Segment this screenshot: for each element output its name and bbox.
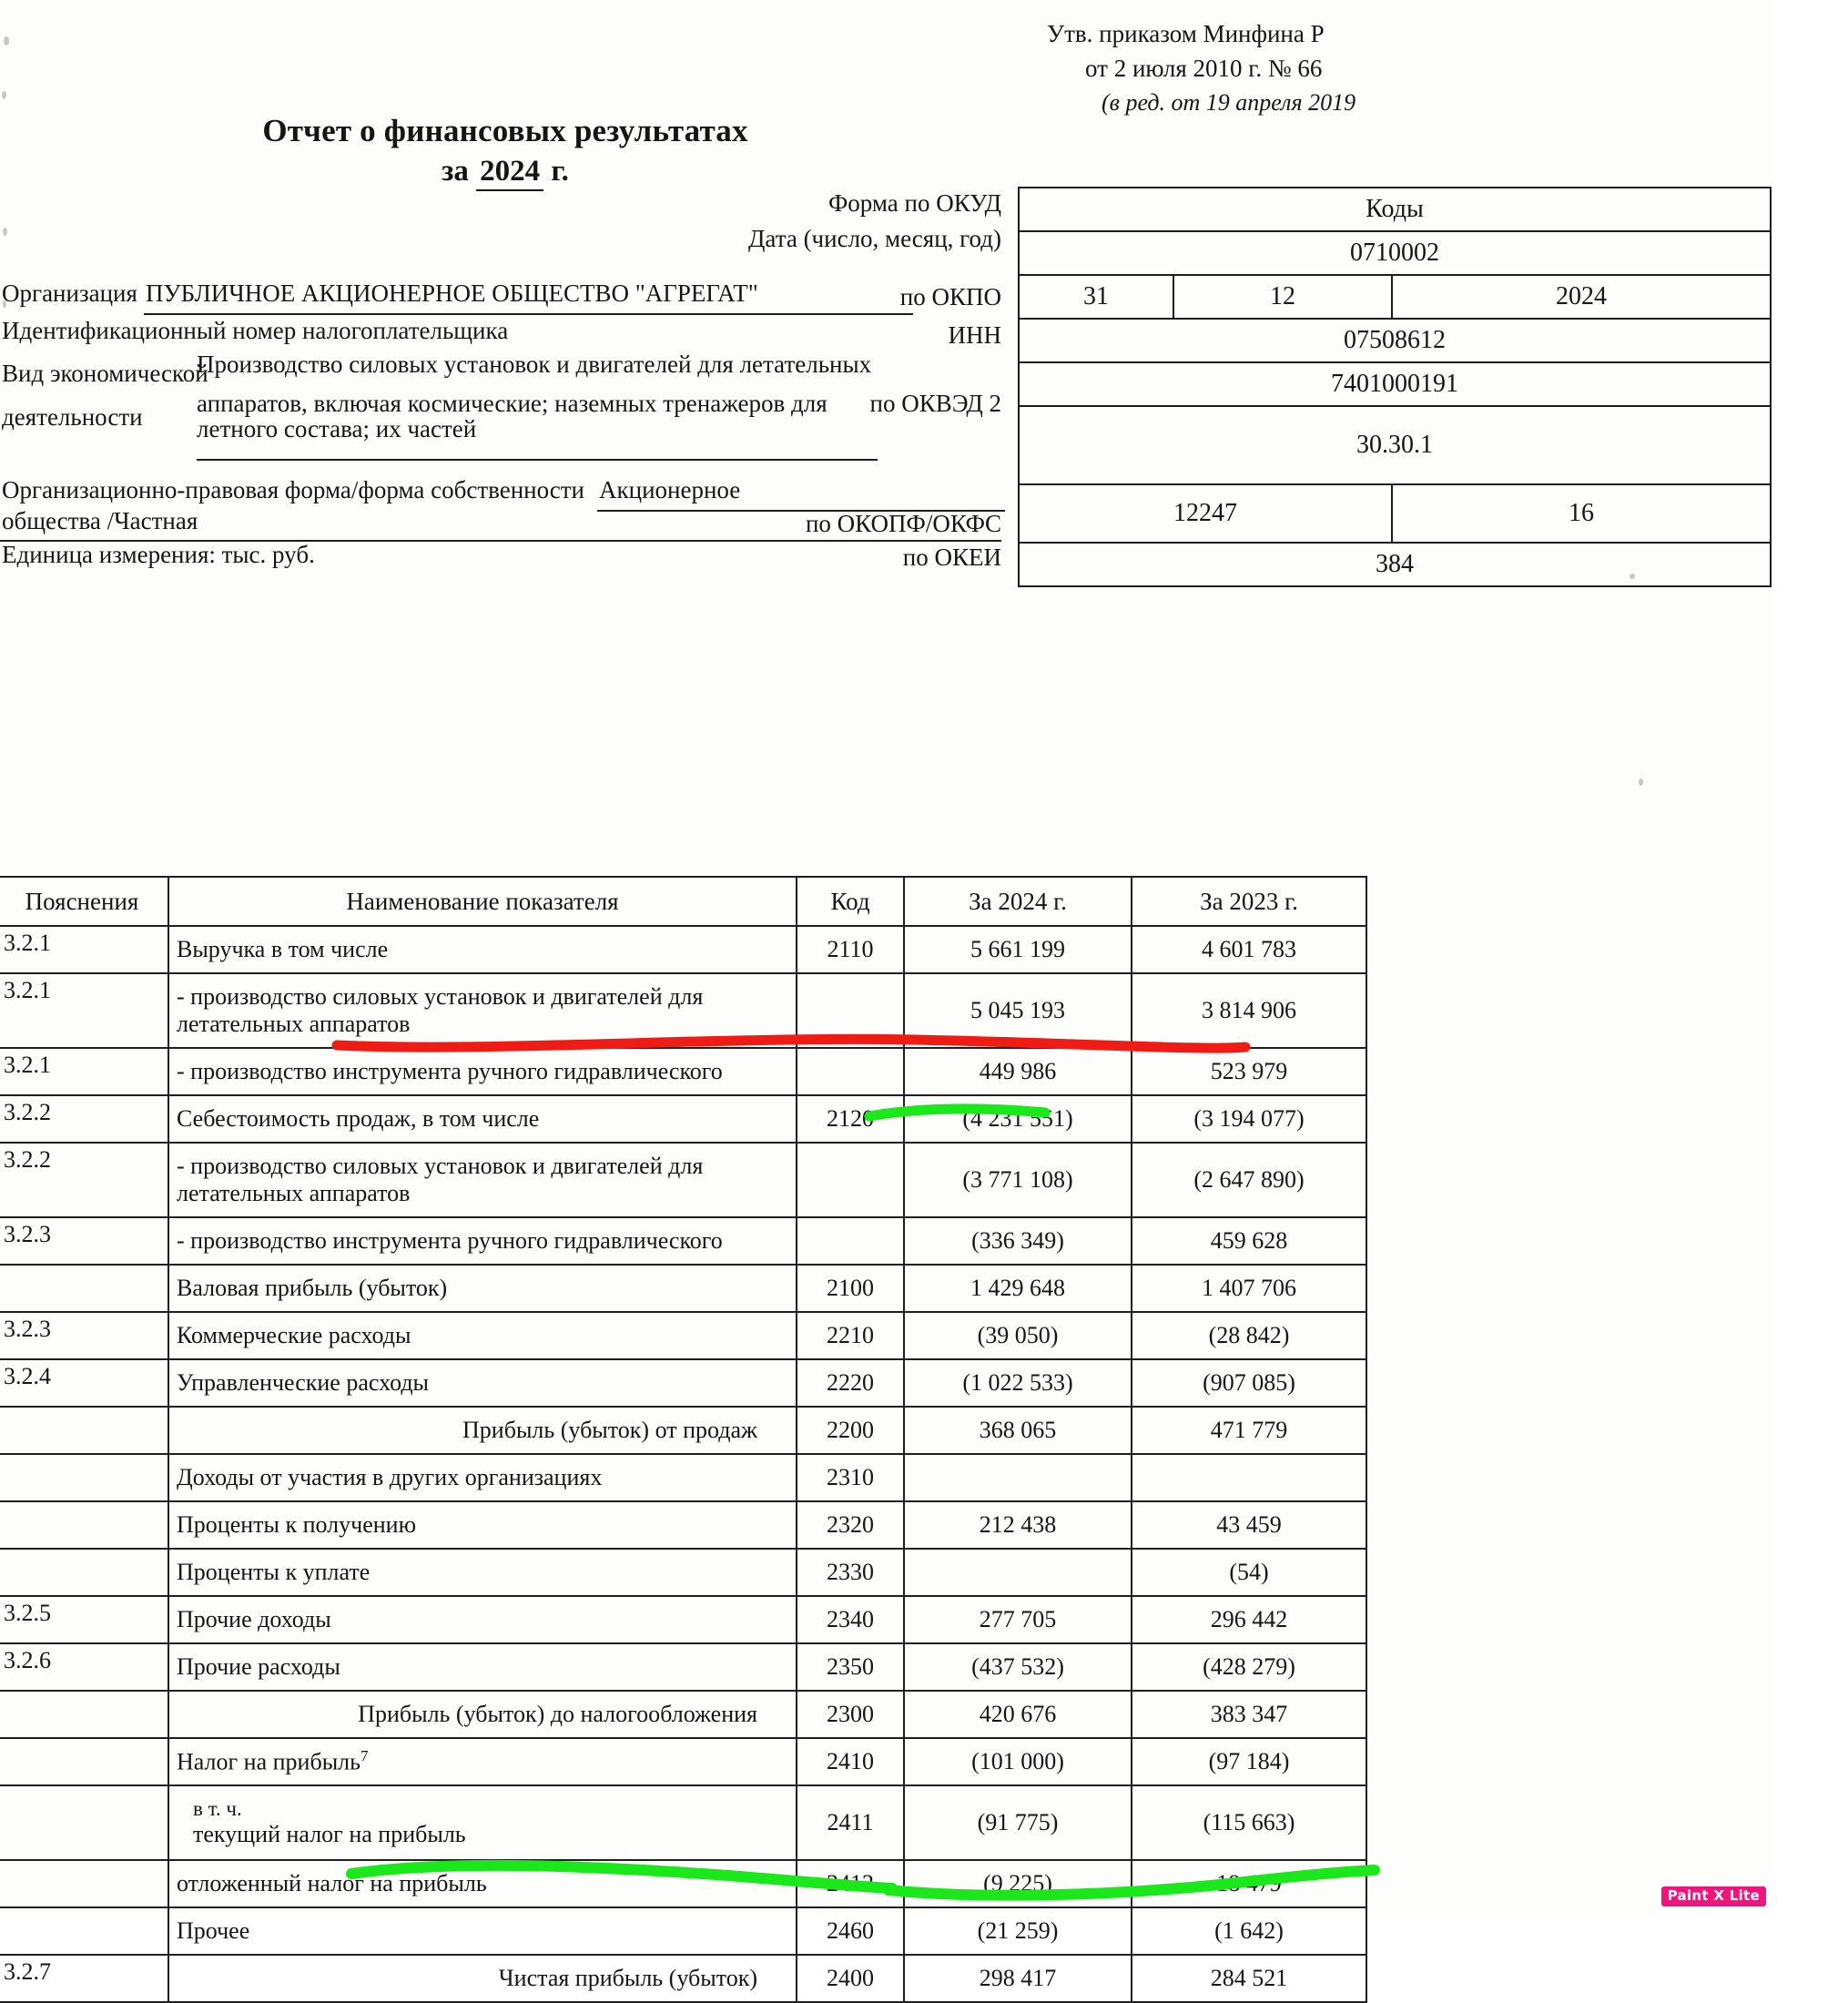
header-code: Код [797,877,904,926]
cell-value-previous-year: 523 979 [1132,1048,1366,1095]
cell-value-previous-year: 459 628 [1132,1217,1366,1265]
codes-table [1018,187,1772,587]
cell-indicator-name [168,1907,797,1955]
document-title: Отчет о финансовых результатах [262,113,748,148]
cell-indicator-name [168,1217,797,1265]
indicator-name-text: Налог на прибыль [177,1748,360,1775]
cell-indicator-name [168,1407,797,1454]
cell-indicator-name [168,1265,797,1312]
scan-speck [2,91,6,99]
header-year-previous: За 2023 г. [1132,877,1366,926]
cell-value-current-year [904,1454,1132,1501]
table-row [0,1454,1366,1501]
indicator-name-text: Чистая прибыль (убыток) [498,1965,757,1991]
cell-explanations [0,1549,168,1596]
cell-code [797,1048,904,1095]
cell-value-current-year: (437 532) [904,1643,1132,1691]
cell-explanations [0,1407,168,1454]
table-row [0,926,1366,973]
cell-indicator-name [168,1359,797,1407]
cell-code [797,1217,904,1265]
indicator-name-text: Выручка в том числе [177,936,389,962]
cell-value-previous-year: 284 521 [1132,1955,1366,2002]
table-row [0,1143,1366,1217]
indicator-name-text: Прибыль (убыток) от продаж [462,1417,757,1443]
cell-indicator-name [168,1454,797,1501]
cell-indicator-name [168,1738,797,1785]
cell-value-previous-year: 383 347 [1132,1691,1366,1738]
cell-value-current-year: 5 661 199 [904,926,1132,973]
cell-value-previous-year: (1 642) [1132,1907,1366,1955]
header-name: Наименование показателя [168,877,797,926]
indicator-name-text: Управленческие расходы [177,1369,430,1396]
cell-explanations [0,1265,168,1312]
cell-explanations [0,1785,168,1860]
footnote-marker: 7 [360,1747,369,1765]
cell-explanations: 3.2.1 [0,1048,168,1095]
cell-code: 2320 [797,1501,904,1549]
codes-row-inn [1019,362,1771,406]
codes-row-okpo [1019,319,1771,362]
cell-explanations [0,1860,168,1907]
cell-explanations: 3.2.2 [0,1095,168,1143]
table-row [0,1691,1366,1738]
cell-value-previous-year: 296 442 [1132,1596,1366,1643]
paint-x-lite-watermark: Paint X Lite [1661,1886,1766,1906]
cell-explanations: 3.2.4 [0,1359,168,1407]
cell-indicator-name [168,1143,797,1217]
approval-line-2: от 2 июля 2010 г. № 66 [1085,55,1323,82]
cell-indicator-name [168,1955,797,2002]
cell-indicator-name [168,1860,797,1907]
cell-code: 2120 [797,1095,904,1143]
cell-code: 2210 [797,1312,904,1359]
cell-value-previous-year: (907 085) [1132,1359,1366,1407]
cell-indicator-name [168,1785,797,1860]
period-year: 2024 [476,155,543,191]
cell-value-current-year: (4 231 551) [904,1095,1132,1143]
cell-value-current-year: 449 986 [904,1048,1132,1095]
cell-code: 2110 [797,926,904,973]
cell-indicator-name [168,1095,797,1143]
codes-row-okved [1019,406,1771,484]
cell-indicator-name [168,1312,797,1359]
scan-speck [3,228,7,236]
indicator-name-text: Прочие расходы [177,1653,340,1680]
indicator-name-text: Прибыль (убыток) до налогообложения [358,1701,757,1727]
cell-explanations [0,1907,168,1955]
cell-code [797,973,904,1048]
label-form-okud: Форма по ОКУД [828,189,1001,217]
codes-okfs-cell: 16 [1392,484,1771,543]
cell-value-current-year: 298 417 [904,1955,1132,2002]
table-row [0,1738,1366,1785]
cell-indicator-name [168,926,797,973]
organization-label: Организация [2,280,137,307]
approval-line-3: (в ред. от 19 апреля 2019 [1102,89,1356,116]
header-year-current: За 2024 г. [904,877,1132,926]
cell-code: 2330 [797,1549,904,1596]
table-row [0,1359,1366,1407]
cell-value-current-year [904,1549,1132,1596]
cell-value-previous-year: (2 647 890) [1132,1143,1366,1217]
cell-value-current-year: (91 775) [904,1785,1132,1860]
cell-indicator-name [168,1691,797,1738]
cell-code [797,1143,904,1217]
cell-code: 2300 [797,1691,904,1738]
taxpayer-inn-label: Идентификационный номер налогоплательщика [2,317,509,344]
table-row [0,1217,1366,1265]
cell-value-previous-year: (54) [1132,1549,1366,1596]
indicator-name-text: - производство силовых установок и двигателей для летательных аппаратов [177,983,704,1037]
codes-row-date [1019,275,1771,319]
codes-header-cell: Коды [1019,188,1771,231]
codes-day-cell: 31 [1019,275,1173,319]
cell-value-previous-year: (428 279) [1132,1643,1366,1691]
organization-value: ПУБЛИЧНОЕ АКЦИОНЕРНОЕ ОБЩЕСТВО "АГРЕГАТ" [146,280,758,307]
legal-form-label: Организационно-правовая форма/форма собственности [2,476,585,503]
codes-year-cell: 2024 [1392,275,1771,319]
indicator-name-text: - производство инструмента ручного гидравлического [177,1227,723,1254]
table-row [0,1955,1366,2002]
cell-value-current-year: 277 705 [904,1596,1132,1643]
cell-code: 2350 [797,1643,904,1691]
label-by-okpo: по ОКПО [899,283,1001,310]
cell-value-previous-year [1132,1454,1366,1501]
cell-code: 2410 [797,1738,904,1785]
cell-value-current-year: 5 045 193 [904,973,1132,1048]
codes-inn-cell: 7401000191 [1019,362,1771,406]
table-row [0,1860,1366,1907]
cell-value-current-year: 1 429 648 [904,1265,1132,1312]
codes-okud-cell: 0710002 [1019,231,1771,275]
indicator-name-line2: текущий налог на прибыль [193,1821,466,1847]
cell-code: 2400 [797,1955,904,2002]
indicator-name-text: Прочее [177,1917,250,1944]
table-row [0,1907,1366,1955]
indicator-name-text: Валовая прибыль (убыток) [177,1275,448,1301]
legal-form-underline-1 [597,510,1005,512]
cell-explanations: 3.2.2 [0,1143,168,1217]
cell-code: 2310 [797,1454,904,1501]
codes-okpo-cell: 07508612 [1019,319,1771,362]
activity-value-line2: аппаратов, включая космические; наземных тренажеров для [197,390,828,417]
cell-value-current-year: 368 065 [904,1407,1132,1454]
table-row [0,1048,1366,1095]
cell-code: 2100 [797,1265,904,1312]
label-date: Дата (число, месяц, год) [748,225,1001,252]
cell-value-current-year: (336 349) [904,1217,1132,1265]
indicator-name-text: Проценты к уплате [177,1559,371,1585]
cell-explanations: 3.2.7 [0,1955,168,2002]
indicator-name-line1: в т. ч. [193,1797,242,1820]
scan-speck [4,36,9,46]
cell-explanations: 3.2.1 [0,926,168,973]
cell-explanations [0,1454,168,1501]
document-period [0,155,1010,191]
approval-line-1: Утв. приказом Минфина Р [1047,20,1325,47]
cell-value-previous-year: (28 842) [1132,1312,1366,1359]
cell-explanations [0,1691,168,1738]
cell-indicator-name [168,1643,797,1691]
cell-explanations: 3.2.1 [0,973,168,1048]
activity-value-line3: летного состава; их частей [197,415,477,442]
table-row [0,1785,1366,1860]
cell-code: 2411 [797,1785,904,1860]
cell-code: 2340 [797,1596,904,1643]
legal-form-value-line1: Акционерное [599,476,741,503]
cell-code: 2412 [797,1860,904,1907]
financial-results-table [0,876,1367,2003]
indicator-name-text: Доходы от участия в других организациях [177,1464,603,1490]
cell-code: 2460 [797,1907,904,1955]
unit-label: Единица измерения: тыс. руб. [2,541,315,568]
label-by-okved: по ОКВЭД 2 [869,390,1001,417]
codes-row-okud [1019,231,1771,275]
table-row [0,1501,1366,1549]
header-explanations: Пояснения [0,877,168,926]
cell-value-previous-year: (3 194 077) [1132,1095,1366,1143]
cell-value-current-year: (3 771 108) [904,1143,1132,1217]
cell-indicator-name [168,1501,797,1549]
cell-value-previous-year: 471 779 [1132,1407,1366,1454]
cell-value-previous-year: (115 663) [1132,1785,1366,1860]
indicator-name-text: Прочие доходы [177,1606,331,1632]
table-header-row [0,877,1366,926]
table-row [0,1549,1366,1596]
table-row [0,973,1366,1048]
indicator-name-text: Себестоимость продаж, в том числе [177,1105,540,1132]
cell-explanations: 3.2.3 [0,1217,168,1265]
codes-okved-cell: 30.30.1 [1019,406,1771,484]
cell-value-previous-year: 43 459 [1132,1501,1366,1549]
codes-row-okei [1019,543,1771,586]
cell-value-current-year: (101 000) [904,1738,1132,1785]
cell-explanations [0,1501,168,1549]
cell-value-previous-year: 18 479 [1132,1860,1366,1907]
label-by-okei: по ОКЕИ [902,544,1001,571]
codes-okei-cell: 384 [1019,543,1771,586]
table-row [0,1643,1366,1691]
cell-explanations: 3.2.5 [0,1596,168,1643]
cell-value-current-year: (9 225) [904,1860,1132,1907]
activity-value-line1: Производство силовых установок и двигателей для летательных [197,351,872,378]
indicator-name-text: Проценты к получению [177,1511,417,1538]
period-prefix: за [442,155,469,188]
cell-value-current-year: 420 676 [904,1691,1132,1738]
cell-indicator-name [168,1596,797,1643]
scan-speck [1639,778,1643,786]
cell-value-current-year: (1 022 533) [904,1359,1132,1407]
cell-indicator-name [168,973,797,1048]
table-row [0,1095,1366,1143]
activity-label-line2: деятельности [2,403,143,431]
indicator-name-text: отложенный налог на прибыль [177,1870,487,1896]
cell-value-current-year: (21 259) [904,1907,1132,1955]
legal-form-value-line2: общества /Частная [2,507,198,534]
label-inn: ИНН [948,321,1001,349]
indicator-name-text: - производство силовых установок и двигателей для летательных аппаратов [177,1153,704,1206]
activity-label-line1: Вид экономической [2,360,208,387]
codes-okopf-cell: 12247 [1019,484,1392,543]
codes-month-cell: 12 [1173,275,1392,319]
indicator-name-text: Коммерческие расходы [177,1322,411,1348]
cell-value-previous-year: 3 814 906 [1132,973,1366,1048]
table-row [0,1265,1366,1312]
cell-code: 2220 [797,1359,904,1407]
approval-note [1047,16,1848,120]
table-row [0,1407,1366,1454]
table-row [0,1312,1366,1359]
cell-explanations: 3.2.3 [0,1312,168,1359]
label-by-okopf-okfs: по ОКОПФ/ОКФС [805,510,1001,537]
cell-value-previous-year: 4 601 783 [1132,926,1366,973]
activity-underline [197,459,878,461]
cell-indicator-name [168,1048,797,1095]
cell-value-current-year: 212 438 [904,1501,1132,1549]
codes-row-okopf-okfs [1019,484,1771,543]
cell-value-previous-year: 1 407 706 [1132,1265,1366,1312]
cell-explanations [0,1738,168,1785]
indicator-name-text: - производство инструмента ручного гидравлического [177,1058,723,1084]
period-suffix: г. [551,155,569,188]
cell-explanations: 3.2.6 [0,1643,168,1691]
cell-code: 2200 [797,1407,904,1454]
organization-underline [144,313,913,315]
table-row [0,1596,1366,1643]
cell-indicator-name [168,1549,797,1596]
codes-row-header [1019,188,1771,231]
table-body [0,926,1366,2002]
cell-value-previous-year: (97 184) [1132,1738,1366,1785]
cell-value-current-year: (39 050) [904,1312,1132,1359]
